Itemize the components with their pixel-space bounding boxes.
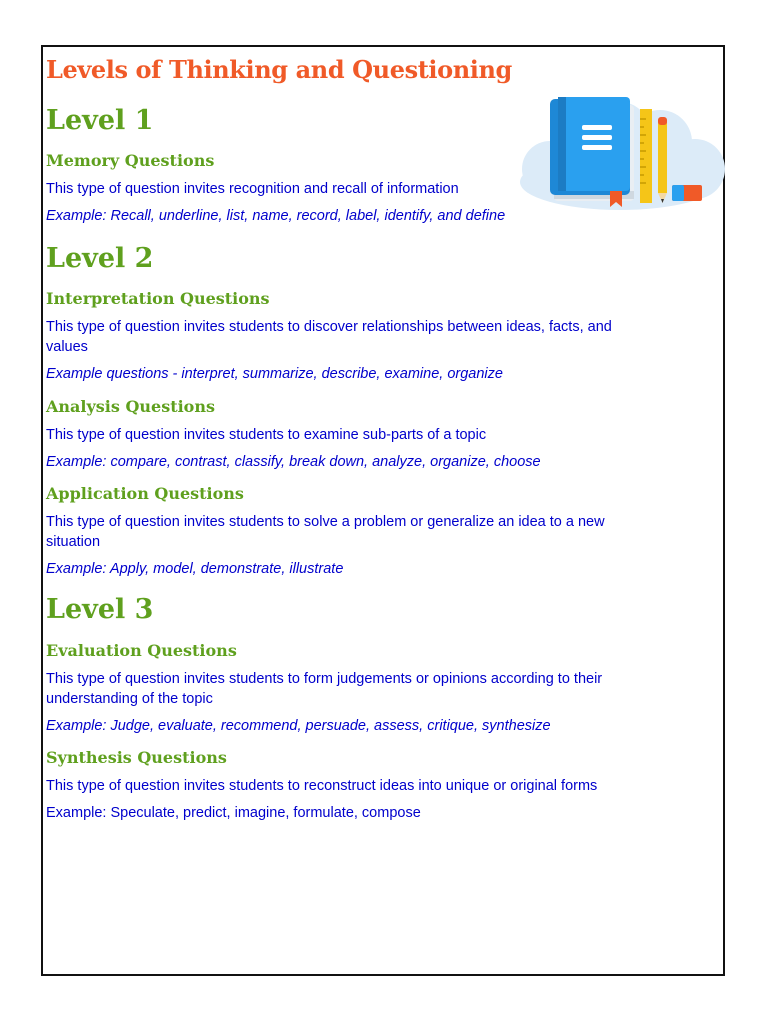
analysis-questions-heading: Analysis Questions bbox=[46, 397, 215, 416]
application-questions-description-cont: situation bbox=[46, 534, 101, 550]
interpretation-questions-heading: Interpretation Questions bbox=[46, 289, 270, 308]
interpretation-questions-example: Example questions - interpret, summarize, describe, examine, organize bbox=[46, 366, 503, 382]
analysis-questions-description: This type of question invites students to examine sub-parts of a topic bbox=[46, 427, 487, 443]
level-1-heading: Level 1 bbox=[46, 105, 154, 136]
evaluation-questions-heading: Evaluation Questions bbox=[46, 641, 237, 660]
application-questions-description: This type of question invites students to solve a problem or generalize an idea to a new bbox=[46, 514, 605, 530]
application-questions-heading: Application Questions bbox=[46, 484, 244, 503]
level-3-heading: Level 3 bbox=[46, 594, 154, 625]
memory-questions-description: This type of question invites recognition and recall of information bbox=[46, 181, 459, 197]
evaluation-questions-description: This type of question invites students to form judgements or opinions according to their bbox=[46, 671, 603, 687]
memory-questions-heading: Memory Questions bbox=[46, 151, 215, 170]
document-title: Levels of Thinking and Questioning bbox=[46, 55, 512, 84]
application-questions-example: Example: Apply, model, demonstrate, illustrate bbox=[46, 561, 344, 577]
level-2-heading: Level 2 bbox=[46, 243, 154, 274]
synthesis-questions-description: This type of question invites students to reconstruct ideas into unique or original forms bbox=[46, 778, 598, 794]
evaluation-questions-description-cont: understanding of the topic bbox=[46, 691, 213, 707]
interpretation-questions-description-cont: values bbox=[46, 339, 88, 355]
analysis-questions-example: Example: compare, contrast, classify, break down, analyze, organize, choose bbox=[46, 454, 541, 470]
synthesis-questions-example: Example: Speculate, predict, imagine, formulate, compose bbox=[46, 805, 421, 821]
book-and-school-supplies-icon bbox=[510, 87, 730, 217]
memory-questions-example: Example: Recall, underline, list, name, record, label, identify, and define bbox=[46, 208, 506, 224]
synthesis-questions-heading: Synthesis Questions bbox=[46, 748, 227, 767]
interpretation-questions-description: This type of question invites students to discover relationships between ideas, facts, and bbox=[46, 319, 612, 335]
document-page bbox=[41, 45, 725, 976]
evaluation-questions-example: Example: Judge, evaluate, recommend, persuade, assess, critique, synthesize bbox=[46, 718, 551, 734]
